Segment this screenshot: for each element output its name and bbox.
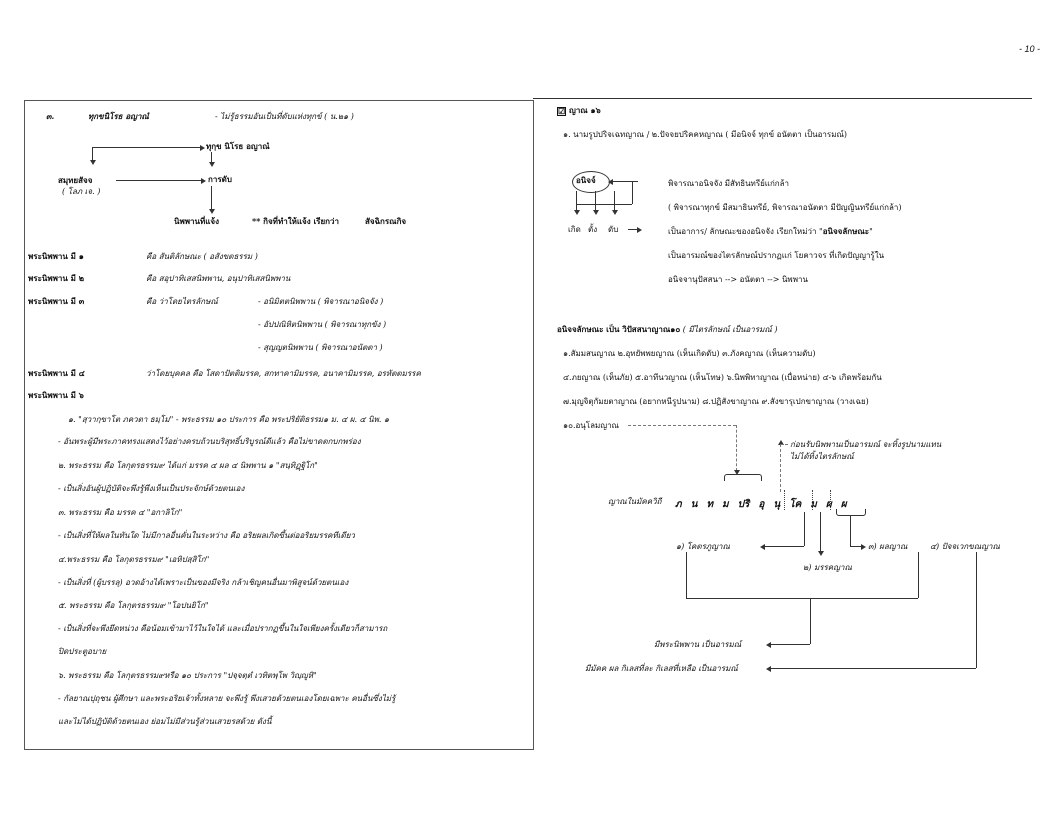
nibbana-3-item: - อนิมิตตนิพพาน ( พิจารณาอนิจจัง ) bbox=[258, 297, 384, 306]
path-letter: โค bbox=[789, 499, 802, 510]
bracket-pari-u bbox=[724, 474, 762, 481]
bottom-stem-2 bbox=[976, 552, 977, 668]
attribute-sub: และไม่ได้ปฏิบัติด้วยตนเอง ย่อมไม่มีส่วนรู้ส่วนเสวยรสด้วย ดังนี้ bbox=[58, 717, 272, 726]
arise-label: เกิด bbox=[568, 225, 581, 234]
diagram-nibbana: นิพพานที่แจ้ง bbox=[174, 216, 219, 226]
magga-arrow bbox=[820, 512, 821, 552]
path-separator bbox=[812, 490, 813, 510]
attribute-head: ๖. พระธรรม คือ โลกุตรธรรม๙หรือ ๑๐ ประการ "ปจฺจตฺตํ เวทิตพฺโพ วิญฺญูหิ" bbox=[58, 671, 317, 680]
diagram-note: ** กิจที่ทำให้แจ้ง เรียกว่า bbox=[252, 216, 339, 226]
checked-box-icon: ☑ bbox=[558, 106, 566, 116]
path-letter: ผ bbox=[840, 499, 847, 510]
connector-bottom-down bbox=[211, 186, 212, 210]
bottom-result-1: มีพระนิพพาน เป็นอารมณ์ bbox=[654, 640, 742, 649]
nibbana-3-item: - อัปปณิหิตนิพพาน ( พิจารณาทุกขัง ) bbox=[258, 320, 387, 329]
bottom-arrow-1 bbox=[770, 644, 810, 645]
path-letter: น bbox=[690, 499, 698, 510]
anicca-line: ( พิจารณาทุกข์ มีสมาธินทรีย์, พิจารณาอนัตตา มีปัญญินทรีย์แก่กล้า) bbox=[668, 203, 902, 212]
attribute-sub: ปิดประตูอบาย bbox=[58, 647, 107, 656]
heading-text: ญาณ ๑๖ bbox=[569, 105, 601, 115]
path-letter: อุ bbox=[758, 499, 765, 510]
knowledge-line: ๔.ภยญาณ (เห็นภัย) ๕.อาทีนวญาณ (เห็นโทษ) ๖.นิพพิทาญาณ (เบื่อหน่าย) ๔-๖ เกิดพร้อมกัน bbox=[563, 373, 882, 382]
anuloma-connector-h bbox=[628, 425, 736, 426]
diagram-cessation: การดับ bbox=[208, 174, 232, 184]
box-right bbox=[918, 552, 919, 598]
attribute-head: ๔.พระธรรม คือ โลกุตรธรรม๙ "เอหิปสฺสิโก" bbox=[58, 555, 210, 564]
box-left bbox=[686, 552, 687, 598]
path-letter: ปริ bbox=[737, 499, 750, 510]
anicca-line-3c: " bbox=[869, 227, 873, 236]
phala-drop bbox=[850, 515, 851, 546]
nibbana-2-text: คือ สอุปาทิเสสนิพพาน, อนุปาทิเสสนิพพาน bbox=[146, 274, 291, 283]
section-title: ทุกขนิโรธ อญาณํ bbox=[88, 111, 149, 121]
bottom-result-2: มีมัคค ผล กิเลสที่ละ กิเลสที่เหลือ เป็นอารมณ์ bbox=[585, 664, 738, 673]
diagram-note-bold: สัจฉิกรณกิจ bbox=[365, 216, 407, 226]
note-connector-v bbox=[780, 444, 781, 492]
connector-mid bbox=[116, 180, 202, 181]
connector-left-down bbox=[92, 147, 93, 161]
attribute-sub: - เป็นสิ่งที่จะพึงยึดหน่วง คือน้อมเข้ามาไว้ในใจได้ และเมื่อปรากฏขึ้นในใจเพียงครั้งเดียวก็สามารถ bbox=[58, 624, 388, 633]
anicca-line-3a: เป็นอาการ/ ลักษณะของอนิจจัง เรียกใหม่ว่า " bbox=[668, 227, 823, 236]
note-line: ไม่ได้ทิ้งไตรลักษณ์ bbox=[790, 452, 854, 461]
phala-arrow bbox=[850, 546, 862, 547]
attribute-sub: - เป็นสิ่งอันผู้ปฏิบัติจะพึงรู้พึงเห็นเป็นประจักษ์ด้วยตนเอง bbox=[58, 484, 245, 493]
path-letter: ม bbox=[722, 499, 729, 510]
attribute-head: ๒. พระธรรม คือ โลกุตรธรรม๙ ได้แก่ มรรค ๔ ผล ๔ นิพพาน ๑ "สนฺทิฏฺฐิโก" bbox=[58, 461, 318, 470]
right-heading bbox=[557, 105, 601, 116]
phala-label: ๓) ผลญาณ bbox=[868, 542, 908, 551]
knowledge-line: ๑๐.อนุโลมญาณ bbox=[563, 421, 619, 430]
connector-top bbox=[92, 147, 201, 148]
anicca-arrow-left bbox=[612, 181, 638, 182]
anicca-line-3 bbox=[668, 226, 873, 237]
cease-label: ดับ bbox=[608, 225, 619, 234]
path-letters bbox=[675, 492, 856, 512]
knowledge-line: ๗.มุญจิตุกัมยตาญาณ (อยากหนีรูปนาม) ๘.ปฏิสังขาญาณ ๙.สังขารุเปกขาญาณ (วางเฉย) bbox=[563, 397, 869, 406]
paccavekkhana-label: ๔) ปัจจเวกขณญาณ bbox=[930, 542, 1000, 551]
anicca-line: อนิจจานุปัสสนา --> อนัตตา --> นิพพาน bbox=[668, 275, 808, 284]
nibbana-3-item: - สุญญตนิพพาน ( พิจารณาอนัตตา ) bbox=[258, 343, 383, 352]
vipassana-heading-bold: อนิจจลักษณะ เป็น วิปัสสนาญาณ๑๐ bbox=[557, 324, 681, 334]
anicca-line: พิจารณาอนิจจัง มีสัทธินทรีย์แก่กล้า bbox=[668, 179, 790, 188]
diagram-samudaya: สมุทยสัจจ bbox=[58, 175, 93, 185]
attribute-sub: - เป็นสิ่งที่ (ผู้บรรลุ) อวดอ้างได้เพราะเป็นของมีจริง กล้าเชิญคนอื่นมาพิสูจน์ด้วยตนเอง bbox=[58, 578, 349, 587]
path-separator bbox=[830, 490, 831, 510]
anuloma-connector-v bbox=[736, 425, 737, 471]
diagram-top-label: ทุกฺข นิโรธ อญาณํ bbox=[206, 141, 270, 151]
path-letter: นุ bbox=[773, 499, 781, 510]
nibbana-3-label: พระนิพพาน มี ๓ bbox=[28, 296, 85, 306]
path-letter: ผ bbox=[825, 499, 832, 510]
box-bottom bbox=[686, 598, 918, 599]
nibbana-4-text: ว่าโดยบุคคล คือ โสดาปัตติมรรค, สกทาคามิมรรค, อนาคามิมรรค, อรหัตตมรรค bbox=[146, 369, 421, 378]
gotrabhu-arrow bbox=[764, 546, 804, 547]
path-letter: ม bbox=[810, 499, 817, 510]
anicca-down-3 bbox=[614, 191, 615, 211]
section-description: - ไม่รู้ธรรมอันเป็นที่ดับแห่งทุกข์ ( น.๒๑ ) bbox=[215, 112, 354, 121]
note-line: ก่อนรับนิพพานเป็นอารมณ์ จะทิ้งรูปนามแทน bbox=[790, 440, 942, 449]
attribute-sub: - อันพระผู้มีพระภาคทรงแสดงไว้อย่างครบถ้วนบริสุทธิ์บริบูรณ์ดีแล้ว คือไม่ขาดตกบกพร่อง bbox=[58, 437, 361, 446]
anicca-loop-bottom bbox=[576, 204, 632, 205]
nibbana-3-text: คือ ว่าโดยไตรลักษณ์ bbox=[146, 297, 218, 306]
attribute-head: ๑. "สฺวากฺขาโต ภควตา ธมฺโม" - พระธรรม ๑๐ ประการ คือ พระปริยัติธรรม๑ ม. ๔ ผ. ๔ นิพ. ๑ bbox=[68, 415, 390, 424]
attribute-sub: - กัลยาณปุถุชน ผู้ศึกษา และพระอริยเจ้าทั้งหลาย จะพึงรู้ พึงเสวยด้วยตนเองโดยเฉพาะ คนอื่นซึ่งไม่รู้ bbox=[58, 694, 396, 703]
anicca-lakkhana: อนิจจลักษณะ bbox=[822, 226, 870, 236]
anicca-down-2 bbox=[595, 191, 596, 211]
gotrabhu-drop bbox=[804, 512, 805, 546]
top-divider bbox=[533, 98, 1032, 99]
diagram-samudaya-sub: ( โลภ เจ. ) bbox=[62, 187, 101, 196]
knowledge-line: ๑.สัมมสนญาณ ๒.อุทยัพพยญาณ (เห็นเกิดดับ) ๓.ภังคญาณ (เห็นความดับ) bbox=[563, 349, 816, 358]
connector-top-down bbox=[211, 152, 212, 163]
attribute-head: ๕. พระธรรม คือ โลกุตรธรรม๙ "โอปนยิโก" bbox=[58, 601, 209, 610]
gotrabhu-label: ๑) โคตรภูญาณ bbox=[676, 542, 730, 551]
path-letter: ท bbox=[706, 499, 714, 510]
nibbana-1-label: พระนิพพาน มี ๑ bbox=[28, 251, 84, 261]
page-number: - 10 - bbox=[1018, 44, 1040, 54]
anicca-down-1 bbox=[576, 191, 577, 211]
cease-arrow bbox=[628, 229, 638, 230]
nibbana-2-label: พระนิพพาน มี ๒ bbox=[28, 273, 84, 283]
vipassana-heading bbox=[557, 324, 777, 335]
bottom-arrow-2 bbox=[770, 668, 976, 669]
bottom-stem-1 bbox=[810, 598, 811, 644]
knowledge-line-1: ๑. นามรูปปริจเฉทญาณ / ๒.ปัจจยปริคคหญาณ ( มีอนิจจ์ ทุกข์ อนัตตา เป็นอารมณ์) bbox=[563, 130, 848, 139]
vipassana-heading-note: ( มีไตรลักษณ์ เป็นอารมณ์ ) bbox=[682, 325, 778, 334]
attribute-head: ๓. พระธรรม คือ มรรค ๔ "อกาลิโก" bbox=[58, 508, 183, 517]
note-connector-h bbox=[780, 444, 788, 445]
nibbana-1-text: คือ สันติลักษณะ ( อสังขตธรรม ) bbox=[146, 252, 258, 261]
nibbana-4-label: พระนิพพาน มี ๔ bbox=[28, 368, 85, 378]
path-letter: ภ bbox=[675, 499, 682, 510]
stay-label: ตั้ง bbox=[588, 225, 598, 234]
nibbana-6-label: พระนิพพาน มี ๖ bbox=[28, 390, 84, 400]
path-separator bbox=[784, 490, 785, 510]
anicca-label: อนิจจ์ bbox=[576, 175, 596, 185]
path-label: ญาณในมัคควิถี bbox=[608, 497, 662, 506]
attribute-sub: - เป็นสิ่งที่ให้ผลในทันใด ไม่มีกาลอื่นคั่นในระหว่าง คือ อริยผลเกิดขึ้นต่ออริยมรรคทีเดียว bbox=[58, 531, 355, 540]
section-number: ๓. bbox=[46, 111, 55, 121]
anicca-loop-right bbox=[632, 181, 633, 204]
anicca-line: เป็นอารมณ์ของไตรลักษณ์ปรากฏแก่ โยคาวจร ที่เกิดปัญญารู้ใน bbox=[668, 251, 885, 260]
magga-label: ๒) มรรคญาณ bbox=[803, 563, 852, 572]
